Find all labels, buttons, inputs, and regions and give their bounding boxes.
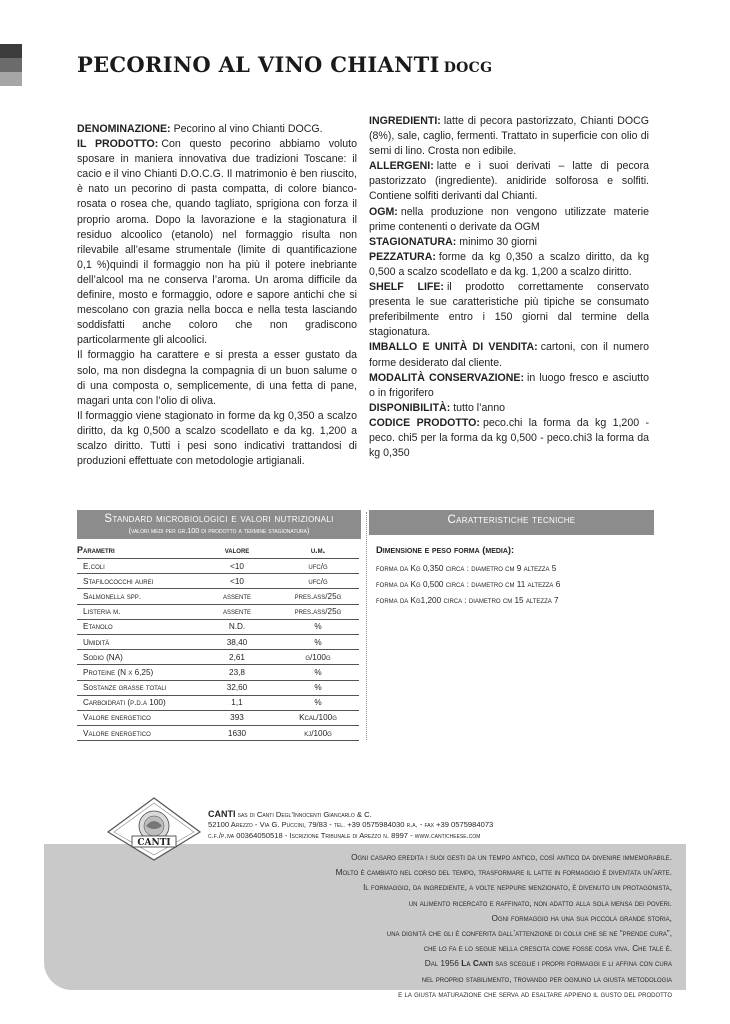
unit-cell: kj/100g [277,726,359,741]
page-title [77,52,492,77]
param-cell: Stafilococchi aurei [77,574,197,589]
story-line: Ogni casaro eredita i suoi gesti da un tempo antico, così antico da divenire immemorabile. [351,852,672,862]
spec-disponibilita [369,401,649,416]
table-row [77,574,359,589]
side-tab-mid [0,58,22,72]
story-line [72,956,672,971]
spec-conservazione [369,371,649,401]
spec-pezzatura [369,250,649,280]
spec-label: SHELF LIFE: [369,281,444,294]
column-header-um: u.m. [310,545,326,555]
nutrition-subtitle: (valori medi per gr.100 di prodotto a termine stagionatura) [128,526,310,535]
description-paragraph-3: Il formaggio viene stagionato in forme da kg 0,350 a scalzo diritto, da kg 0,500 a scalzo scodellato e da kg. 1,200 a scalzo diritto. Tutti i pesi sono indicativi trattandosi di produzioni effettuate con metodologie artigianali. [77,409,357,468]
unit-cell: % [277,665,359,680]
table-row [77,634,359,649]
spec-ogm [369,205,649,235]
story-line: un alimento ricercato e raffinato, non adatto alla sola mensa dei poveri. [408,897,672,908]
company-line-2: 52100 Arezzo - Via G. Puccini, 79/83 - tel. +39 0575984030 r.a. - fax +39 0575984073 [208,820,494,830]
spec-label: STAGIONATURA: [369,235,457,248]
value-cell: 2,61 [197,650,277,665]
technical-line: forma da Kg1,200 circa : diametro cm 15 altezza 7 [376,596,559,605]
spec-value: latte di pecora pastorizzato, Chianti DOCG (8%), sale, caglio, fermenti. Trattato in superficie con olio di semi di lino. Crosta non edibile. [369,115,649,158]
value-cell: N.D. [197,619,277,634]
spec-label: ALLERGENI: [369,160,434,173]
technical-header [369,510,654,535]
company-legal-name: sas di Canti Degl’Innocenti Giancarlo & C. [237,810,372,819]
column-header-valore: valore [224,545,250,555]
value-cell: <10 [197,559,277,574]
column-header-parametri: Parametri [77,545,115,555]
side-tab-dark [0,44,22,58]
technical-section [369,510,654,609]
title-sub: DOCG [443,60,493,76]
title-main: PECORINO AL VINO CHIANTI [77,52,440,77]
technical-heading: Dimensione e peso forma (media): [376,544,515,555]
unit-cell: pres.ass/25g [277,589,359,604]
spec-value: forme da kg 0,350 a scalzo diritto, da kg 0,500 a scalzo scodellato e da kg. 1,200 a scalzo diritto. [369,250,649,278]
technical-line: forma da Kg 0,500 circa : diametro cm 11 altezza 6 [376,580,561,589]
company-info [208,809,493,841]
denominazione-value: Pecorino al vino Chianti DOCG. [173,123,323,135]
value-cell: 1,1 [197,695,277,710]
spec-value: minimo 30 giorni [459,235,538,248]
side-tab-marks [0,44,22,86]
spec-value: tutto l’anno [453,401,506,414]
table-row [77,559,359,574]
story-line: nel proprio stabilimento, trovando per ognuno la giusta metodologia [421,973,672,984]
story-line: Ogni formaggio ha una sua piccola grande storia, [491,912,672,923]
company-line-3: c.f./p.iva 00364050518 - Iscrizione Tribunale di Arezzo n. 8997 - www.canticheese.com [208,830,481,840]
unit-cell: % [277,680,359,695]
story-line-rest: sas sceglie i propri formaggi e li affina con cura [495,958,672,969]
unit-cell: g/100g [277,650,359,665]
value-cell: assente [197,589,277,604]
table-row [77,695,359,710]
prodotto-paragraph [77,137,357,348]
param-cell: Umidità [77,634,197,649]
spec-label: MODALITÀ CONSERVAZIONE: [369,371,525,384]
company-line-1 [208,809,493,820]
unit-cell: ufc/g [277,574,359,589]
nutrition-header-row [77,545,359,559]
technical-line: forma da Kg 0,350 circa : diametro cm 9 altezza 5 [376,564,557,573]
story-text [72,850,672,1002]
param-cell: Proteine (N x 6,25) [77,665,197,680]
side-tab-light [0,72,22,86]
table-row [77,619,359,634]
technical-title: Caratteristiche tecniche [447,514,576,526]
prodotto-text: Con questo pecorino abbiamo voluto sposare in maniera innovativa due tradizioni Toscane: il cacio e il vino Chianti D.O.C.G. Il matrimonio è ben riuscito, è nato un pecorino di pasta compatta, di colore bianco-rosata o rosea che, quando tagliato, sprigiona con forza il proprio aroma. Dopo la lavorazione e la stagionatura il residuo alcoolico (etanolo) nel formaggio risulta non rilevabile all’esame strumentale (limite di quantificazione 0,1 %)quindi il formaggio non ha più il potere inebriante dell’alcool ma ne conserva l’aroma. Un aroma difficile da definire, mosto e formaggio, odore e sapore antichi che si mescolano con grazia nella bocca e nella testa lasciando soddisfatti anche coloro che non gradiscono particolarmente gli alcoolici. [77,138,357,347]
story-line: Il formaggio, da ingrediente, a volte neppure menzionato, è divenuto un protagonista, [363,882,672,893]
story-line: una dignità che gli è conferita dall’attenzione di colui che se ne “prende cura”, [386,928,672,939]
unit-cell: % [277,695,359,710]
section-divider [366,512,367,740]
value-cell: 393 [197,710,277,725]
prodotto-label: IL PRODOTTO: [77,138,159,151]
description-paragraph-2: Il formaggio ha carattere e si presta a esser gustato da solo, ma non disdegna la compagnia di un buon salume o di una composta o, semplicemente, di una fetta di pane, magari unta con l’olio di oliva. [77,349,357,407]
unit-cell: ufc/g [277,559,359,574]
spec-label: PEZZATURA: [369,250,436,263]
spec-allergeni [369,159,649,204]
param-cell: Carboidrati (p.d.a 100) [77,695,197,710]
param-cell: Salmonella spp. [77,589,197,604]
spec-value: nella produzione non vengono utilizzate materie prime contenenti o derivate da OGM [369,205,649,233]
value-cell: assente [197,604,277,619]
param-cell: Etanolo [77,619,197,634]
table-row [77,710,359,725]
specs-column [369,114,649,461]
table-row [77,665,359,680]
param-cell: Listeria m. [77,604,197,619]
param-cell: E.coli [77,559,197,574]
nutrition-header [77,510,361,539]
value-cell: 23,8 [197,665,277,680]
spec-value: peco.chi la forma da kg 1,200 - peco. chi5 per la forma da kg 0,500 - peco.chi3 la forma da kg 0,350 [369,416,650,460]
story-brand: La Canti [461,958,493,969]
denominazione-label: DENOMINAZIONE: [77,123,171,135]
param-cell: Valore energetico [77,710,197,725]
spec-label: OGM: [369,205,398,218]
unit-cell: pres.ass/25g [277,604,359,619]
nutrition-section [77,510,361,741]
spec-value: cartoni, con il numero forme desiderato dal cliente. [369,341,650,369]
param-cell: Sodio (NA) [77,650,197,665]
company-name: CANTI [208,809,236,819]
spec-label: IMBALLO E UNITÀ DI VENDITA: [369,341,538,354]
param-cell: Valore energetico [77,726,197,741]
spec-label: DISPONIBILITÀ: [369,401,451,414]
description-column [77,122,357,469]
story-line: e la giusta maturazione che serva ad esaltare appieno il gusto del prodotto [398,988,672,999]
story-line: Molto è cambiato nel corso del tempo, trasformare il latte in formaggio è diventata un’arte. [335,867,672,878]
story-year: Dal 1956 [424,958,459,969]
nutrition-table [77,545,359,741]
spec-value: in luogo fresco e asciutto o in frigorifero [369,371,649,399]
spec-label: CODICE PRODOTTO: [369,416,480,429]
table-row [77,650,359,665]
table-row [77,589,359,604]
denominazione-paragraph [77,122,357,137]
value-cell: 32,60 [197,680,277,695]
logo-text: CANTI [137,837,171,848]
spec-ingredienti [369,114,649,159]
spec-label: INGREDIENTI: [369,115,441,127]
value-cell: 1630 [197,726,277,741]
table-row [77,604,359,619]
unit-cell: % [277,619,359,634]
spec-codice-prodotto [369,416,649,461]
nutrition-title: Standard microbiologici e valori nutrizionali [104,513,334,525]
spec-value: latte e i suoi derivati – latte di pecora pastorizzato (ingrediente). anidiride solforosa e solfiti. Contiene solfiti derivanti dal Chianti. [369,160,649,203]
spec-stagionatura [369,235,649,250]
spec-value: il prodotto correttamente conservato presenta le sue caratteristiche più tipiche se consumato preferibilmente entro i 150 giorni dal termine della stagionatura. [369,281,649,339]
value-cell: 38,40 [197,634,277,649]
unit-cell: Kcal/100g [277,710,359,725]
value-cell: <10 [197,574,277,589]
story-line: che lo fa e lo segue nella crescita come fosse cosa viva. Che tale è. [423,943,672,954]
unit-cell: % [277,634,359,649]
spec-shelf-life [369,280,649,340]
spec-imballo [369,340,649,370]
table-row [77,726,359,741]
param-cell: Sostanze grasse totali [77,680,197,695]
table-row [77,680,359,695]
